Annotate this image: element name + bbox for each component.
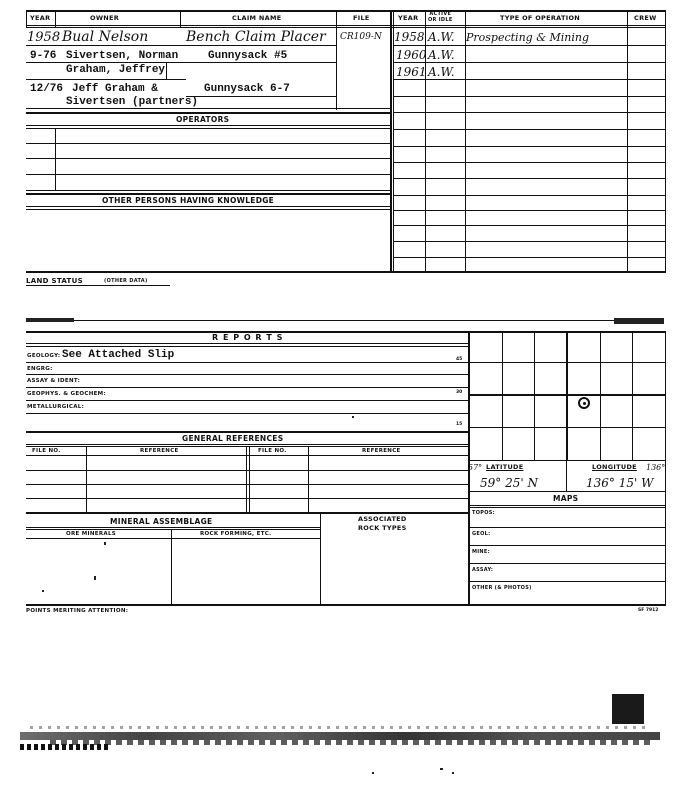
margin-number-15: 15 bbox=[456, 422, 463, 427]
longitude-label: LONGITUDE bbox=[592, 463, 637, 471]
rock-forming-heading: ROCK FORMING, ETC. bbox=[200, 531, 272, 537]
col-file: FILE bbox=[353, 14, 370, 22]
lon-degree-marker: 136° bbox=[646, 463, 666, 472]
points-meriting-attention: POINTS MERITING ATTENTION: bbox=[26, 608, 129, 614]
col-type-of-operation: TYPE OF OPERATION bbox=[500, 14, 581, 22]
ref-reference-1: REFERENCE bbox=[140, 448, 179, 454]
col-year-2: YEAR bbox=[398, 14, 419, 22]
general-references-heading: GENERAL REFERENCES bbox=[182, 434, 284, 443]
activity-3-year: 1961 bbox=[396, 65, 427, 79]
lat-degree-marker: 57° bbox=[468, 463, 483, 472]
activity-2-year: 1960 bbox=[396, 48, 427, 62]
ref-reference-2: REFERENCE bbox=[362, 448, 401, 454]
owner-2-year: 9-76 bbox=[30, 50, 57, 62]
owner-1-claim: Bench Claim Placer bbox=[186, 29, 326, 45]
col-crew: CREW bbox=[634, 14, 657, 22]
ore-minerals-heading: ORE MINERALS bbox=[66, 531, 117, 537]
col-owner: OWNER bbox=[90, 14, 120, 22]
activity-3-status: A.W. bbox=[428, 65, 455, 79]
geophys-geochem-label: GEOPHYS. & GEOCHEM: bbox=[27, 391, 106, 397]
maps-geol-label: GEOL: bbox=[472, 531, 491, 537]
owner-1-year: 1958 bbox=[27, 30, 61, 45]
form-number: SF 7912 bbox=[638, 608, 659, 613]
margin-number-30: 30 bbox=[456, 390, 463, 395]
owner-5-name: Sivertsen (partners) bbox=[66, 96, 199, 108]
latitude-value: 59° 25' N bbox=[480, 476, 538, 490]
maps-other-label: OTHER (& PHOTOS) bbox=[472, 585, 532, 591]
owner-1-file: CR109-N bbox=[340, 32, 382, 42]
ref-file-no-2: FILE NO. bbox=[258, 448, 287, 454]
owner-4-claim: Gunnysack 6-7 bbox=[204, 83, 290, 95]
scan-speck bbox=[352, 416, 354, 418]
maps-mine-label: MINE: bbox=[472, 549, 490, 555]
longitude-value: 136° 15' W bbox=[586, 476, 654, 490]
owner-4-name: Jeff Graham & bbox=[72, 83, 158, 95]
scan-noise-band bbox=[20, 722, 668, 762]
geology-value: See Attached Slip bbox=[62, 349, 175, 361]
margin-number-45: 45 bbox=[456, 357, 463, 362]
location-marker bbox=[578, 397, 590, 409]
owner-2-name: Sivertsen, Norman bbox=[66, 50, 179, 62]
scan-speck bbox=[372, 772, 374, 774]
scan-speck bbox=[440, 768, 443, 770]
maps-heading: MAPS bbox=[553, 494, 579, 503]
scan-speck bbox=[104, 542, 106, 545]
latitude-label: LATITUDE bbox=[486, 463, 524, 471]
scan-speck bbox=[452, 772, 454, 774]
engrg-label: ENGRG: bbox=[27, 366, 53, 372]
activity-2-status: A.W. bbox=[428, 48, 455, 62]
col-active-idle: ACTIVE OR IDLE bbox=[428, 11, 453, 23]
scan-speck bbox=[42, 590, 44, 592]
owner-4-year: 12/76 bbox=[30, 83, 64, 95]
activity-1-status: A.W. bbox=[428, 30, 455, 44]
col-claim-name: CLAIM NAME bbox=[232, 14, 282, 22]
operators-heading: OPERATORS bbox=[176, 115, 230, 124]
activity-1-year: 1958 bbox=[394, 30, 425, 44]
activity-1-operation: Prospecting & Mining bbox=[466, 31, 589, 44]
land-status-label: LAND STATUS bbox=[26, 277, 83, 285]
maps-topos-label: TOPOS: bbox=[472, 510, 495, 516]
ref-file-no-1: FILE NO. bbox=[32, 448, 61, 454]
owner-1-name: Bual Nelson bbox=[62, 29, 149, 45]
metallurgical-label: METALLURGICAL: bbox=[27, 404, 85, 410]
scan-bar-left bbox=[26, 318, 74, 322]
owner-2-claim: Gunnysack #5 bbox=[208, 50, 288, 62]
owner-3-name: Graham, Jeffrey bbox=[66, 64, 166, 76]
associated-rock-types-heading: ASSOCIATED ROCK TYPES bbox=[358, 515, 407, 532]
scan-bar-right bbox=[614, 318, 664, 324]
land-status-sub: (OTHER DATA) bbox=[104, 278, 148, 284]
other-persons-heading: OTHER PERSONS HAVING KNOWLEDGE bbox=[102, 196, 275, 205]
maps-assay-label: ASSAY: bbox=[472, 567, 494, 573]
mineral-assemblage-heading: MINERAL ASSEMBLAGE bbox=[110, 517, 213, 526]
scan-speck bbox=[94, 576, 96, 580]
assay-ident-label: ASSAY & IDENT: bbox=[27, 378, 81, 384]
col-year: YEAR bbox=[30, 14, 51, 22]
geology-label: GEOLOGY: bbox=[27, 353, 61, 359]
scan-black-block bbox=[612, 694, 644, 724]
reports-heading: R E P O R T S bbox=[212, 333, 284, 342]
